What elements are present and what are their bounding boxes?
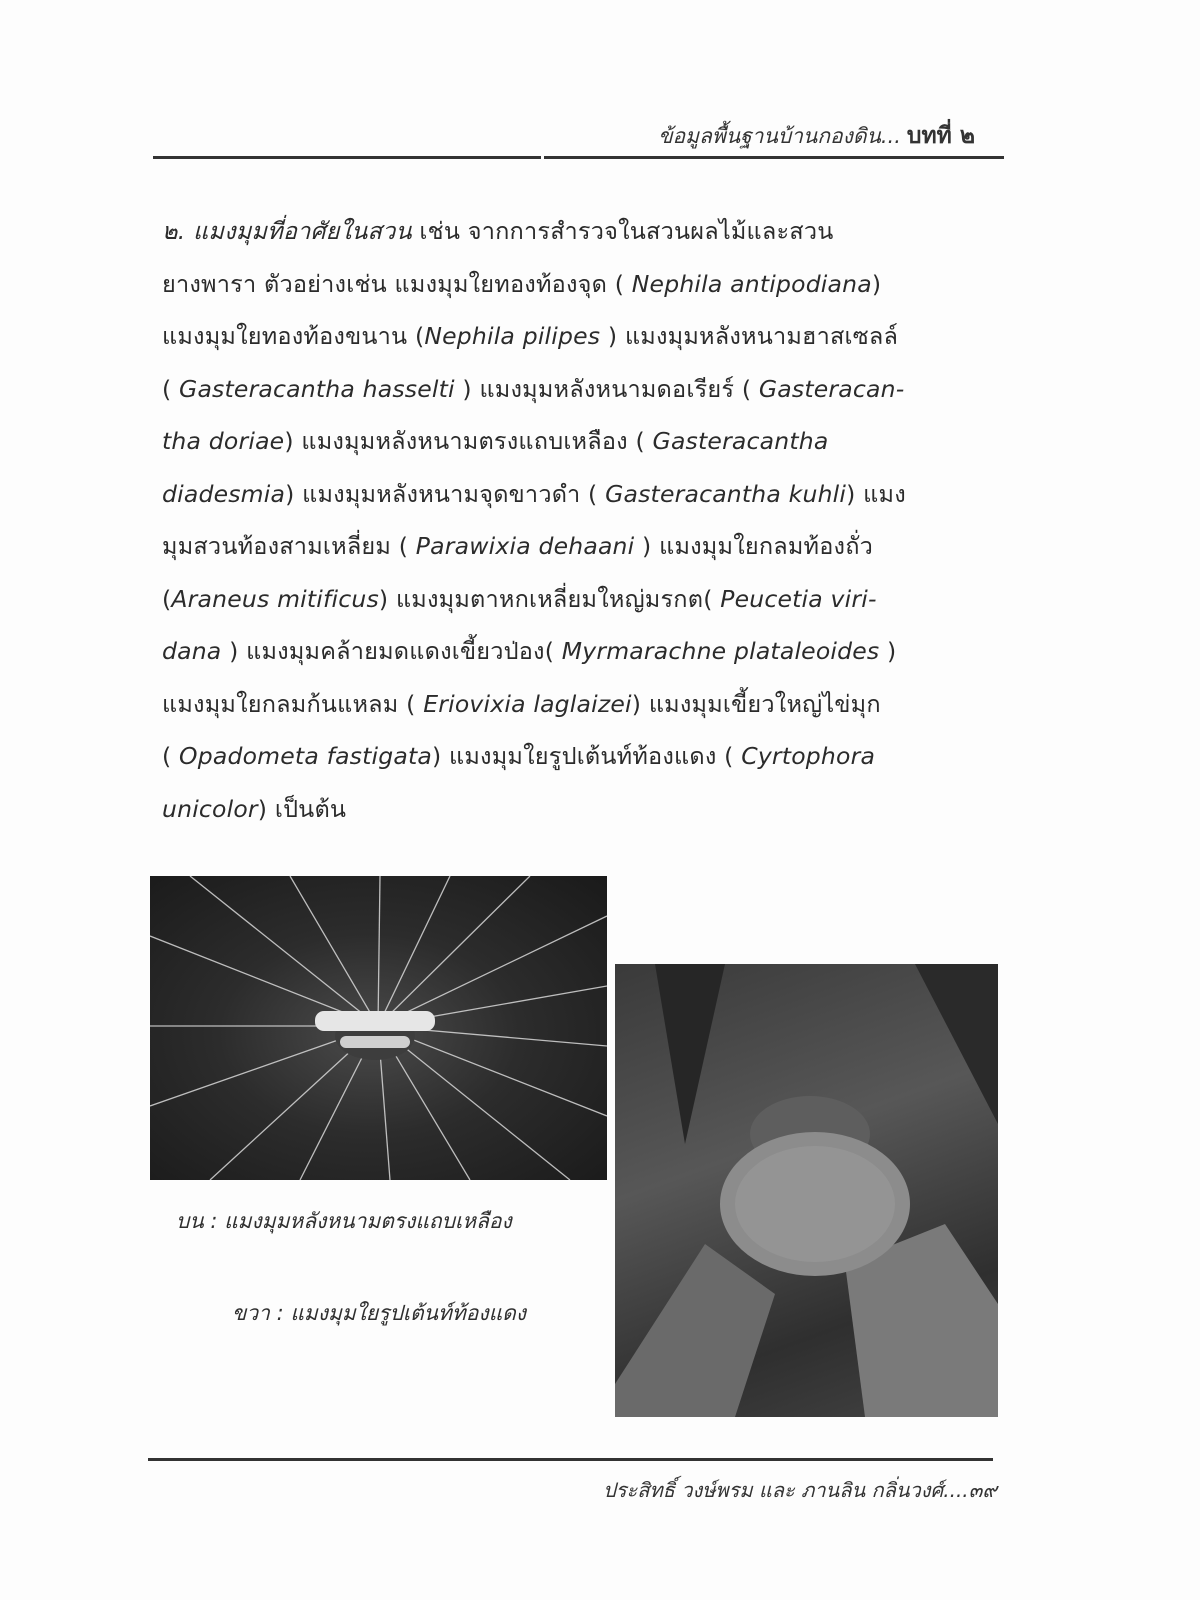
scientific-name: dana <box>162 637 222 665</box>
text-run: ) แมงมุมหลังหนามจุดขาวดำ ( <box>285 479 606 508</box>
text-line <box>162 573 1002 626</box>
scientific-name: Gasteracantha <box>652 427 829 455</box>
text-line <box>162 258 1002 311</box>
text-run: ( <box>162 742 180 770</box>
scientific-name: Cyrtophora <box>741 742 876 770</box>
text-run: ) แมงมุมเขี้ยวใหญ่ไข่มุก <box>631 689 881 718</box>
text-run: ) แมงมุมหลังหนามฮาสเซลล์ <box>600 322 899 350</box>
text-line <box>162 783 1002 836</box>
text-run: ) แมงมุมตาหกเหลี่ยมใหญ่มรกต( <box>378 584 721 613</box>
running-header <box>658 118 975 154</box>
scientific-name: Peucetia viri- <box>720 584 877 613</box>
text-run: เช่น จากการสำรวจในสวนผลไม้และสวน <box>411 217 834 245</box>
scientific-name: tha doriae <box>162 427 285 455</box>
header-title: ข้อมูลพื้นฐานบ้านกองดิน... <box>658 124 901 148</box>
text-run: ( <box>162 584 172 613</box>
text-run: ) แมงมุมหลังหนามดอเรียร์ ( <box>454 374 759 403</box>
scientific-name: Nephila pilipes <box>424 322 601 350</box>
text-run: ) แมงมุมคล้ายมดแดงเขี้ยวป่อง( <box>221 637 562 665</box>
header-rule-left <box>153 156 541 159</box>
scientific-name: Araneus mitificus <box>171 584 379 613</box>
text-run: แมงมุมใยทองท้องขนาน ( <box>162 322 425 350</box>
scientific-name: Opadometa fastigata <box>179 742 432 770</box>
text-line <box>162 363 1002 416</box>
body-paragraph <box>162 205 1002 835</box>
text-run: ) แมงมุมใยรูปเต้นท์ท้องแดง ( <box>431 742 742 770</box>
scientific-name: Parawixia dehaani <box>415 532 635 560</box>
scientific-name: ๒. แมงมุมที่อาศัยในสวน <box>162 217 412 245</box>
text-line <box>162 468 1002 521</box>
text-line <box>162 415 1002 468</box>
text-line <box>162 730 1002 783</box>
text-line <box>162 678 1002 731</box>
text-run: มุมสวนท้องสามเหลี่ยม ( <box>162 532 416 560</box>
text-run: ) แมง <box>846 479 906 508</box>
photo-tent-web-spider <box>615 964 998 1417</box>
page-footer: ประสิทธิ์ วงษ์พรม และ ภานลิน กลิ่นวงศ์....๓๙ <box>603 1478 997 1502</box>
text-run: แมงมุมใยกลมก้นแหลม ( <box>162 689 424 718</box>
chapter-label: บทที่ ๒ <box>906 123 975 149</box>
text-run: ) <box>871 269 882 298</box>
scientific-name: diadesmia <box>162 479 286 508</box>
header-rule-right <box>544 156 1004 159</box>
tent-spider-illustration <box>615 964 998 1417</box>
text-run: ( <box>162 374 180 403</box>
scientific-name: Myrmarachne plataleoides <box>561 637 880 665</box>
caption-top-photo: บน : แมงมุมหลังหนามตรงแถบเหลือง <box>176 1209 512 1233</box>
text-run: ) <box>879 637 897 665</box>
text-run: ) แมงมุมหลังหนามตรงแถบเหลือง ( <box>284 427 653 455</box>
scientific-name: Eriovixia laglaizei <box>423 689 632 718</box>
text-run: ) เป็นต้น <box>257 794 347 823</box>
text-line <box>162 310 1002 363</box>
text-line <box>162 205 1002 258</box>
text-line <box>162 625 1002 678</box>
text-line <box>162 520 1002 573</box>
scientific-name: unicolor <box>162 794 258 823</box>
text-run: ) แมงมุมใยกลมท้องถั่ว <box>634 532 874 560</box>
footer-rule <box>148 1458 993 1461</box>
scientific-name: Gasteracantha kuhli <box>605 479 847 508</box>
scientific-name: Nephila antipodiana <box>631 269 872 298</box>
photo-spider-on-web <box>150 876 607 1180</box>
text-run: ยางพารา ตัวอย่างเช่น แมงมุมใยทองท้องจุด ( <box>162 269 632 298</box>
scientific-name: Gasteracantha hasselti <box>179 374 455 403</box>
scientific-name: Gasteracan- <box>758 374 905 403</box>
caption-right-photo: ขวา : แมงมุมใยรูปเต้นท์ท้องแดง <box>232 1301 526 1325</box>
spider-web-illustration <box>150 876 607 1180</box>
